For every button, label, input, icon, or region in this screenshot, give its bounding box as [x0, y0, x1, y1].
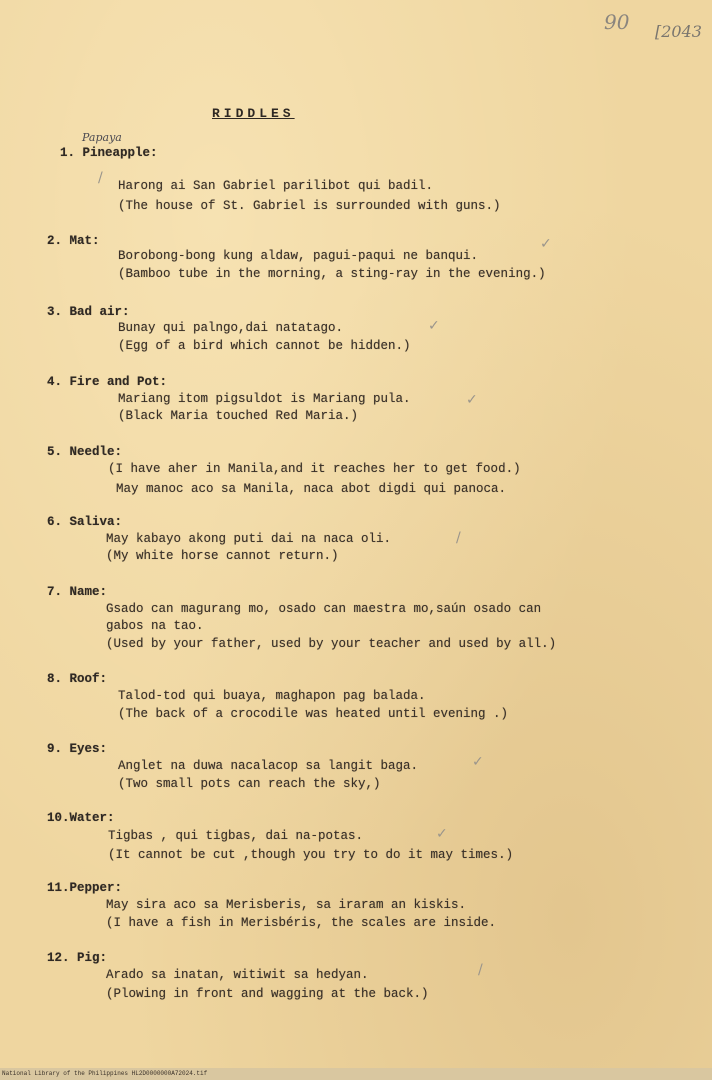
riddle-line: (I have a fish in Merisbéris, the scales are inside.	[106, 916, 497, 930]
page-title: RIDDLES	[212, 106, 295, 121]
check-mark-icon: ✓	[540, 236, 552, 252]
riddle-heading: 2. Mat:	[47, 234, 100, 248]
scan-footer: National Library of the Philippines HL2D0000000A72024.tif	[0, 1068, 712, 1080]
riddle-line: Tigbas , qui tigbas, dai na-potas.	[108, 829, 364, 843]
riddle-line: (Egg of a bird which cannot be hidden.)	[118, 339, 411, 353]
page-number: 90	[604, 10, 630, 34]
riddle-line: (The house of St. Gabriel is surrounded with guns.)	[118, 199, 501, 213]
riddle-line: Bunay qui palngo,dai natatago.	[118, 321, 344, 335]
riddle-line: May manoc aco sa Manila, naca abot digdi qui panoca.	[116, 482, 507, 496]
riddle-heading: 9. Eyes:	[47, 742, 108, 756]
riddle-line: (Two small pots can reach the sky,)	[118, 777, 381, 791]
riddle-line: (The back of a crocodile was heated until evening .)	[118, 707, 509, 721]
riddle-line: Borobong-bong kung aldaw, pagui-paqui ne banqui.	[118, 249, 479, 263]
riddle-line: May sira aco sa Merisberis, sa iraram an kiskis.	[106, 898, 467, 912]
riddle-heading: 4. Fire and Pot:	[47, 375, 168, 389]
riddle-line: (I have aher in Manila,and it reaches her to get food.)	[108, 462, 521, 476]
riddle-line: Harong ai San Gabriel parilibot qui badil.	[118, 179, 434, 193]
riddle-line: gabos na tao.	[106, 619, 204, 633]
riddle-heading: 11.Pepper:	[47, 881, 123, 895]
riddle-heading: 8. Roof:	[47, 672, 108, 686]
reference-number: [2043	[655, 22, 702, 41]
riddle-heading: 10.Water:	[47, 811, 115, 825]
riddle-heading: 3. Bad air:	[47, 305, 130, 319]
riddle-line: (My white horse cannot return.)	[106, 549, 339, 563]
riddle-line: Anglet na duwa nacalacop sa langit baga.	[118, 759, 419, 773]
riddle-heading: 1. Pineapple:	[60, 146, 158, 160]
riddle-heading: 5. Needle:	[47, 445, 123, 459]
riddle-heading: 7. Name:	[47, 585, 108, 599]
riddle-line: (It cannot be cut ,though you try to do it may times.)	[108, 848, 514, 862]
riddle-line: (Plowing in front and wagging at the back.)	[106, 987, 429, 1001]
riddle-line: Arado sa inatan, witiwit sa hedyan.	[106, 968, 369, 982]
riddle-line: (Used by your father, used by your teacher and used by all.)	[106, 637, 557, 651]
riddle-line: Talod-tod qui buaya, maghapon pag balada.	[118, 689, 426, 703]
riddle-line: (Bamboo tube in the morning, a sting-ray in the evening.)	[118, 267, 546, 281]
riddle-line: Mariang itom pigsuldot is Mariang pula.	[118, 392, 411, 406]
check-mark-icon: ✓	[428, 318, 440, 334]
check-mark-icon: /	[456, 530, 461, 546]
check-mark-icon: ✓	[472, 754, 484, 770]
riddle-heading: 12. Pig:	[47, 951, 108, 965]
check-mark-icon: /	[98, 170, 103, 186]
check-mark-icon: ✓	[466, 392, 478, 408]
check-mark-icon: /	[478, 962, 483, 978]
handwritten-note: Papaya	[82, 131, 122, 144]
riddle-line: (Black Maria touched Red Maria.)	[118, 409, 359, 423]
check-mark-icon: ✓	[436, 826, 448, 842]
riddle-heading: 6. Saliva:	[47, 515, 123, 529]
riddle-line: Gsado can magurang mo, osado can maestra mo,saún osado can	[106, 602, 542, 616]
riddle-line: May kabayo akong puti dai na naca oli.	[106, 532, 392, 546]
